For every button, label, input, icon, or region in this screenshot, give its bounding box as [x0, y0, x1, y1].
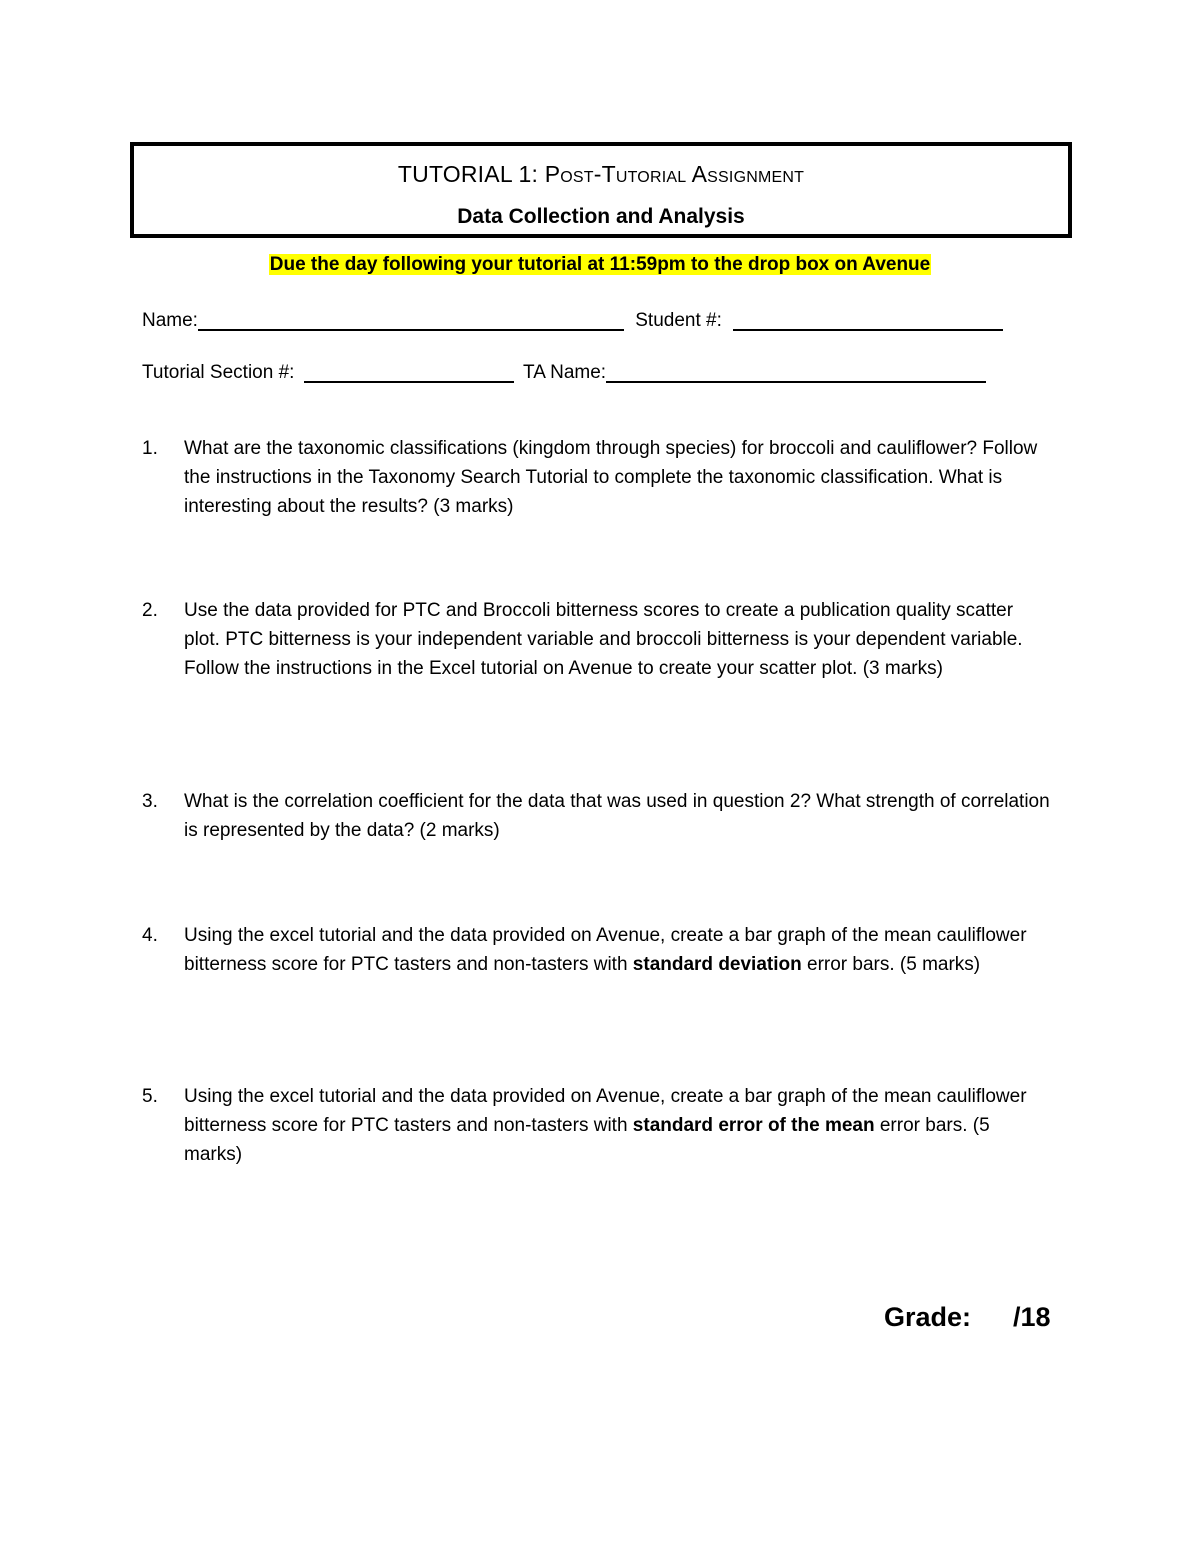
student-number-field[interactable] [733, 309, 1003, 331]
name-student-row [142, 308, 1003, 334]
question-number: 3. [142, 791, 158, 812]
question-text: Use the data provided for PTC and Broccoli bitterness scores to create a publication quality scatter plot. PTC bitterness is your independent variable and broccoli bitterness is your dependent variable. Follow the instructions in the Excel tutorial on Avenue to create your scatter plot. (3 marks) [184, 600, 1023, 679]
page-title [134, 160, 1068, 188]
question-number: 4. [142, 925, 158, 946]
question-text-part: Using the excel tutorial and the data provided on Avenue, create a bar graph of the mean cauliflower bitterness score for PTC tasters and non-tasters with [184, 1086, 1027, 1136]
section-ta-row [142, 360, 986, 386]
question-text-part: error bars. (5 marks) [801, 954, 981, 975]
question-5 [142, 1082, 1052, 1169]
page-subtitle: Data Collection and Analysis [457, 205, 745, 228]
question-text-part: Using the excel tutorial and the data provided on Avenue, create a bar graph of the mean cauliflower bitterness score for PTC tasters and non-tasters with [184, 925, 1027, 975]
student-number-label: Student #: [635, 310, 722, 331]
grade-total: /18 [1013, 1302, 1051, 1332]
question-text-emphasis: standard deviation [632, 954, 802, 975]
question-3 [142, 787, 1052, 845]
question-text: What are the taxonomic classifications (kingdom through species) for broccoli and cauliflower? Follow the instructions in the Taxonomy Search Tutorial to complete the taxonomic classification. What is interesting about the results? (3 marks) [184, 438, 1038, 517]
question-text: What is the correlation coefficient for the data that was used in question 2? What strength of correlation is represented by the data? (2 marks) [184, 791, 1050, 841]
question-4 [142, 921, 1052, 979]
due-notice [0, 252, 1200, 278]
title-prefix: TUTORIAL 1: [397, 161, 545, 187]
question-2 [142, 596, 1052, 683]
question-text-part: error bars. (5 marks) [184, 1115, 990, 1165]
title-box [130, 142, 1072, 238]
question-text [184, 1082, 1052, 1169]
tutorial-section-field[interactable] [304, 361, 514, 383]
question-number: 2. [142, 600, 158, 621]
question-1 [142, 434, 1052, 521]
name-field[interactable] [198, 309, 624, 331]
ta-name-label: TA Name: [523, 362, 607, 383]
question-number: 1. [142, 438, 158, 459]
due-notice-highlight: Due the day following your tutorial at 11:59pm to the drop box on Avenue [269, 254, 931, 275]
name-label: Name: [142, 310, 198, 331]
title-smallcaps: Post-Tutorial Assignment [544, 161, 805, 187]
question-number: 5. [142, 1086, 158, 1107]
question-text [184, 921, 1052, 979]
grade-label: Grade: [884, 1302, 972, 1332]
grade-box [884, 1300, 1051, 1334]
tutorial-section-label: Tutorial Section #: [142, 362, 295, 383]
ta-name-field[interactable] [606, 361, 986, 383]
question-text-emphasis: standard error of the mean [632, 1115, 875, 1136]
